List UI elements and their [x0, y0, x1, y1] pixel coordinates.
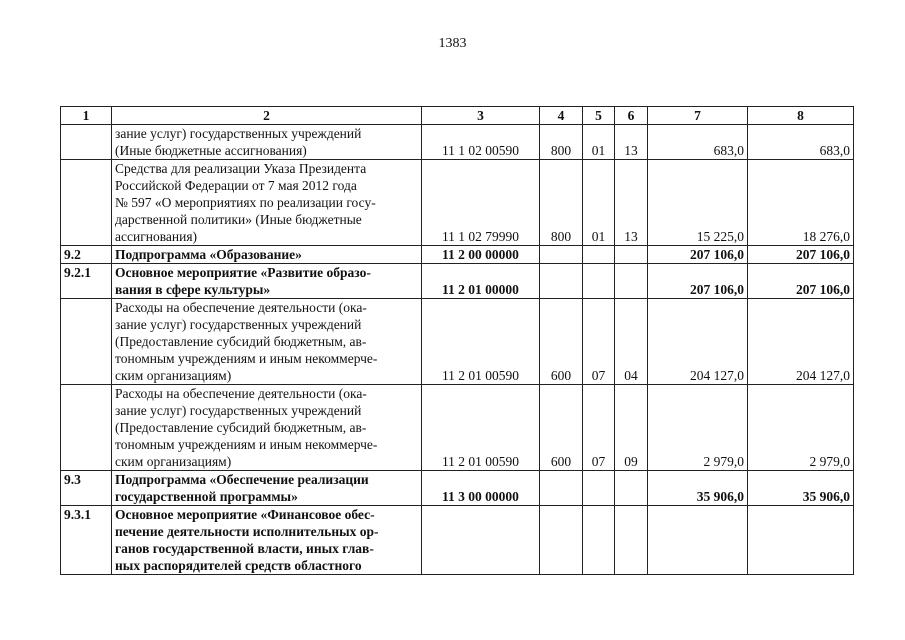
- row-name-line: Основное мероприятие «Финансовое обес-: [115, 507, 375, 522]
- subsection-code: 13: [615, 160, 648, 246]
- row-name-line: зание услуг) государственных учреждений: [115, 403, 362, 418]
- table-row: [61, 160, 854, 246]
- row-name: [112, 160, 422, 246]
- row-name-line: дарственной политики» (Иные бюджетные: [115, 212, 362, 227]
- row-name-line: тономным учреждениям и иным некоммерче-: [115, 351, 378, 366]
- amount-col-8: 35 906,0: [748, 471, 854, 506]
- budget-code: 11 2 01 00590: [422, 385, 540, 471]
- header-col-4: 4: [540, 107, 583, 125]
- row-name: [112, 246, 422, 264]
- row-name-line: ассигнования): [115, 229, 198, 244]
- subsection-code: [615, 506, 648, 575]
- row-name: [112, 299, 422, 385]
- subsection-code: [615, 471, 648, 506]
- row-name-line: вания в сфере культуры»: [115, 282, 271, 297]
- amount-col-8: 18 276,0: [748, 160, 854, 246]
- row-number: [61, 299, 112, 385]
- amount-col-8: [748, 506, 854, 575]
- row-name-line: Подпрограмма «Образование»: [115, 247, 302, 262]
- row-name-line: зание услуг) государственных учреждений: [115, 126, 362, 141]
- amount-col-8: 2 979,0: [748, 385, 854, 471]
- row-name-line: Расходы на обеспечение деятельности (ока-: [115, 386, 367, 401]
- expense-type: 800: [540, 125, 583, 160]
- table-row: [61, 506, 854, 575]
- row-name-line: ганов государственной власти, иных глав-: [115, 541, 374, 556]
- row-name-line: государственной программы»: [115, 489, 298, 504]
- row-name-line: (Предоставление субсидий бюджетным, ав-: [115, 334, 367, 349]
- subsection-code: 04: [615, 299, 648, 385]
- row-name-line: печение деятельности исполнительных ор-: [115, 524, 379, 539]
- row-name: [112, 264, 422, 299]
- table-row: [61, 125, 854, 160]
- header-col-7: 7: [648, 107, 748, 125]
- table-row: [61, 264, 854, 299]
- amount-col-8: 207 106,0: [748, 246, 854, 264]
- expense-type: [540, 471, 583, 506]
- section-code: 07: [583, 385, 615, 471]
- row-number: [61, 385, 112, 471]
- header-col-6: 6: [615, 107, 648, 125]
- row-name-line: ных распорядителей средств областного: [115, 558, 362, 573]
- expense-type: [540, 246, 583, 264]
- budget-code: 11 2 00 00000: [422, 246, 540, 264]
- row-name: [112, 471, 422, 506]
- row-name-line: ским организациям): [115, 454, 232, 469]
- table-row: [61, 299, 854, 385]
- budget-code: 11 2 01 00000: [422, 264, 540, 299]
- row-name: [112, 385, 422, 471]
- budget-code: 11 1 02 79990: [422, 160, 540, 246]
- header-col-2: 2: [112, 107, 422, 125]
- budget-code: 11 3 00 00000: [422, 471, 540, 506]
- row-name-line: Расходы на обеспечение деятельности (ока-: [115, 300, 367, 315]
- row-name: [112, 506, 422, 575]
- expense-type: [540, 506, 583, 575]
- table-row: [61, 385, 854, 471]
- header-col-5: 5: [583, 107, 615, 125]
- section-code: [583, 264, 615, 299]
- subsection-code: [615, 264, 648, 299]
- page-number: 1383: [438, 36, 467, 51]
- header-col-1: 1: [61, 107, 112, 125]
- row-number: [61, 160, 112, 246]
- row-name-line: № 597 «О мероприятиях по реализации госу-: [115, 195, 376, 210]
- header-row: [61, 107, 854, 125]
- amount-col-8: 683,0: [748, 125, 854, 160]
- section-code: [583, 471, 615, 506]
- expense-type: [540, 264, 583, 299]
- amount-col-7: 35 906,0: [648, 471, 748, 506]
- table-row: [61, 246, 854, 264]
- budget-code: 11 1 02 00590: [422, 125, 540, 160]
- amount-col-7: 207 106,0: [648, 246, 748, 264]
- amount-col-8: 207 106,0: [748, 264, 854, 299]
- amount-col-7: 204 127,0: [648, 299, 748, 385]
- row-name-line: зание услуг) государственных учреждений: [115, 317, 362, 332]
- amount-col-7: 15 225,0: [648, 160, 748, 246]
- amount-col-7: 683,0: [648, 125, 748, 160]
- section-code: 07: [583, 299, 615, 385]
- section-code: [583, 506, 615, 575]
- row-name-line: (Иные бюджетные ассигнования): [115, 143, 307, 158]
- section-code: 01: [583, 160, 615, 246]
- expense-type: 600: [540, 385, 583, 471]
- row-number: 9.2.1: [61, 264, 112, 299]
- budget-code: 11 2 01 00590: [422, 299, 540, 385]
- header-col-3: 3: [422, 107, 540, 125]
- header-col-8: 8: [748, 107, 854, 125]
- section-code: 01: [583, 125, 615, 160]
- row-name-line: тономным учреждениям и иным некоммерче-: [115, 437, 378, 452]
- table-body: [61, 125, 854, 575]
- row-number: 9.3.1: [61, 506, 112, 575]
- amount-col-8: 204 127,0: [748, 299, 854, 385]
- subsection-code: [615, 246, 648, 264]
- row-name-line: (Предоставление субсидий бюджетным, ав-: [115, 420, 367, 435]
- row-number: 9.2: [61, 246, 112, 264]
- section-code: [583, 246, 615, 264]
- row-name-line: Основное мероприятие «Развитие образо-: [115, 265, 371, 280]
- row-name-line: Российской Федерации от 7 мая 2012 года: [115, 178, 357, 193]
- amount-col-7: 207 106,0: [648, 264, 748, 299]
- row-name: [112, 125, 422, 160]
- row-number: [61, 125, 112, 160]
- table-row: [61, 471, 854, 506]
- row-number: 9.3: [61, 471, 112, 506]
- expense-type: 800: [540, 160, 583, 246]
- subsection-code: 13: [615, 125, 648, 160]
- expense-type: 600: [540, 299, 583, 385]
- row-name-line: Средства для реализации Указа Президента: [115, 161, 367, 176]
- amount-col-7: [648, 506, 748, 575]
- row-name-line: ским организациям): [115, 368, 232, 383]
- budget-table: [60, 106, 854, 575]
- amount-col-7: 2 979,0: [648, 385, 748, 471]
- budget-code: [422, 506, 540, 575]
- row-name-line: Подпрограмма «Обеспечение реализации: [115, 472, 369, 487]
- subsection-code: 09: [615, 385, 648, 471]
